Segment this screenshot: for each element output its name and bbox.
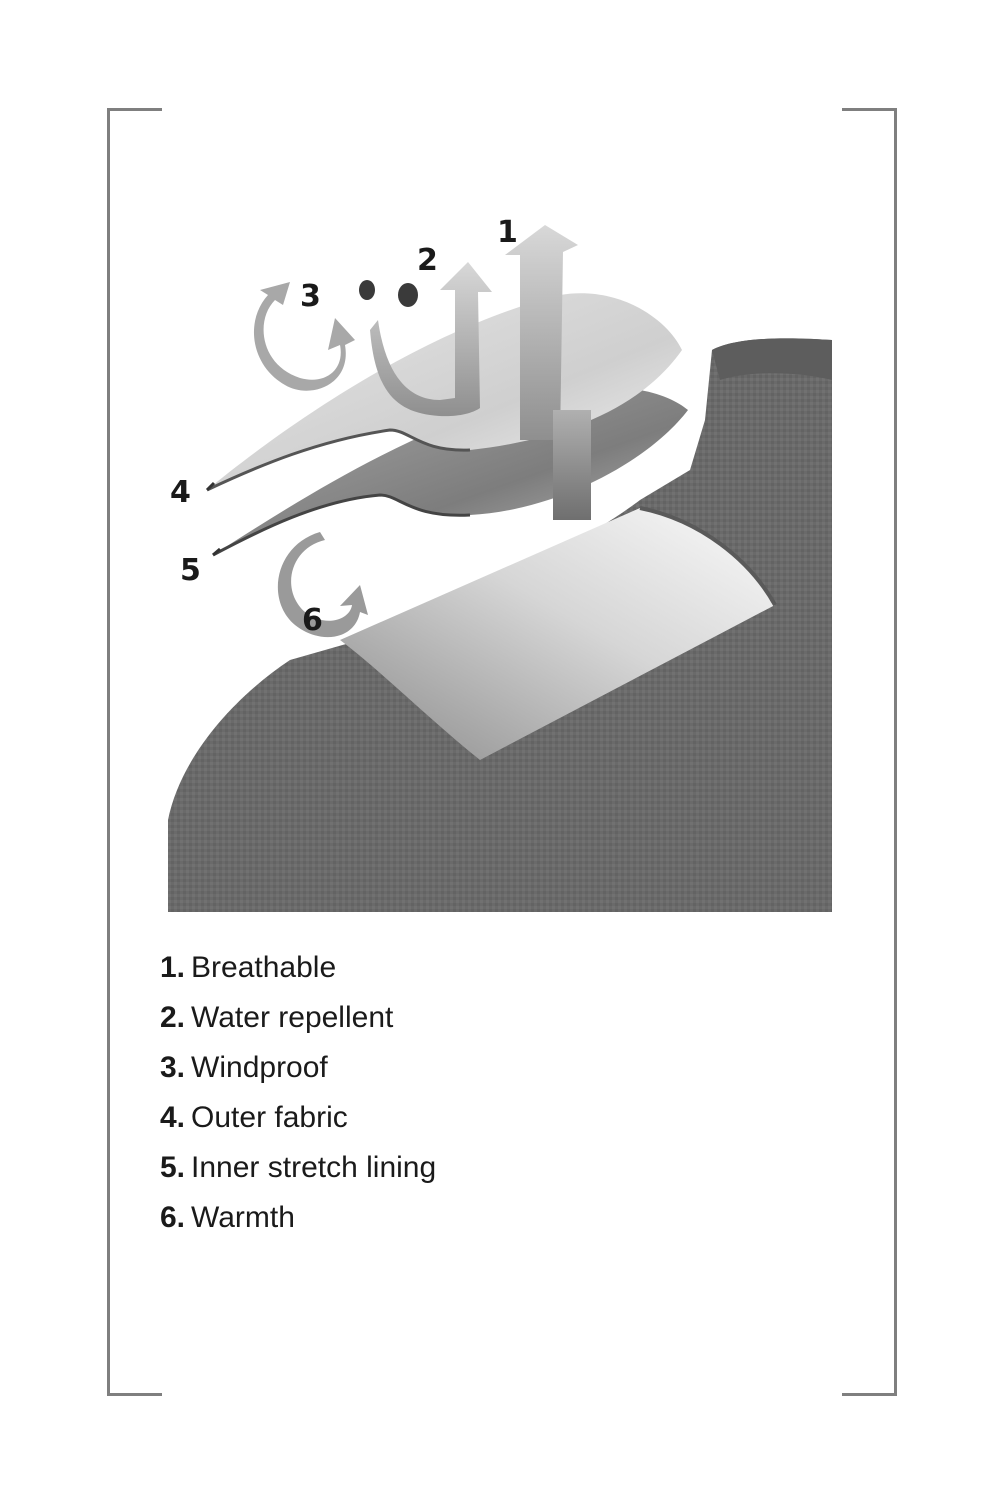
legend-text: Outer fabric xyxy=(191,1101,348,1134)
legend-item xyxy=(160,1096,436,1146)
legend-number: 3. xyxy=(160,1051,186,1084)
legend-text: Inner stretch lining xyxy=(191,1151,437,1184)
legend-number: 2. xyxy=(160,1001,186,1034)
legend-text: Warmth xyxy=(191,1201,295,1234)
legend-number: 6. xyxy=(160,1201,186,1234)
water-drop-icon xyxy=(398,283,418,307)
legend-text: Windproof xyxy=(191,1051,328,1084)
legend-item xyxy=(160,996,436,1046)
warmth-circular-arrow xyxy=(278,532,368,637)
feature-legend xyxy=(160,946,436,1246)
legend-text: Water repellent xyxy=(191,1001,394,1034)
callout-6: 6 xyxy=(302,603,323,638)
water-drop-icon xyxy=(359,280,375,300)
breathable-arrow-stem xyxy=(553,410,591,520)
legend-text: Breathable xyxy=(191,951,337,984)
legend-item xyxy=(160,946,436,996)
callout-3: 3 xyxy=(300,279,321,314)
legend-number: 5. xyxy=(160,1151,186,1184)
legend-number: 4. xyxy=(160,1101,186,1134)
callout-4: 4 xyxy=(170,475,191,510)
legend-item xyxy=(160,1196,436,1246)
legend-number: 1. xyxy=(160,951,186,984)
callout-2: 2 xyxy=(417,243,438,278)
legend-item xyxy=(160,1046,436,1096)
callout-5: 5 xyxy=(180,553,201,588)
callout-1: 1 xyxy=(497,215,518,250)
legend-item xyxy=(160,1146,436,1196)
